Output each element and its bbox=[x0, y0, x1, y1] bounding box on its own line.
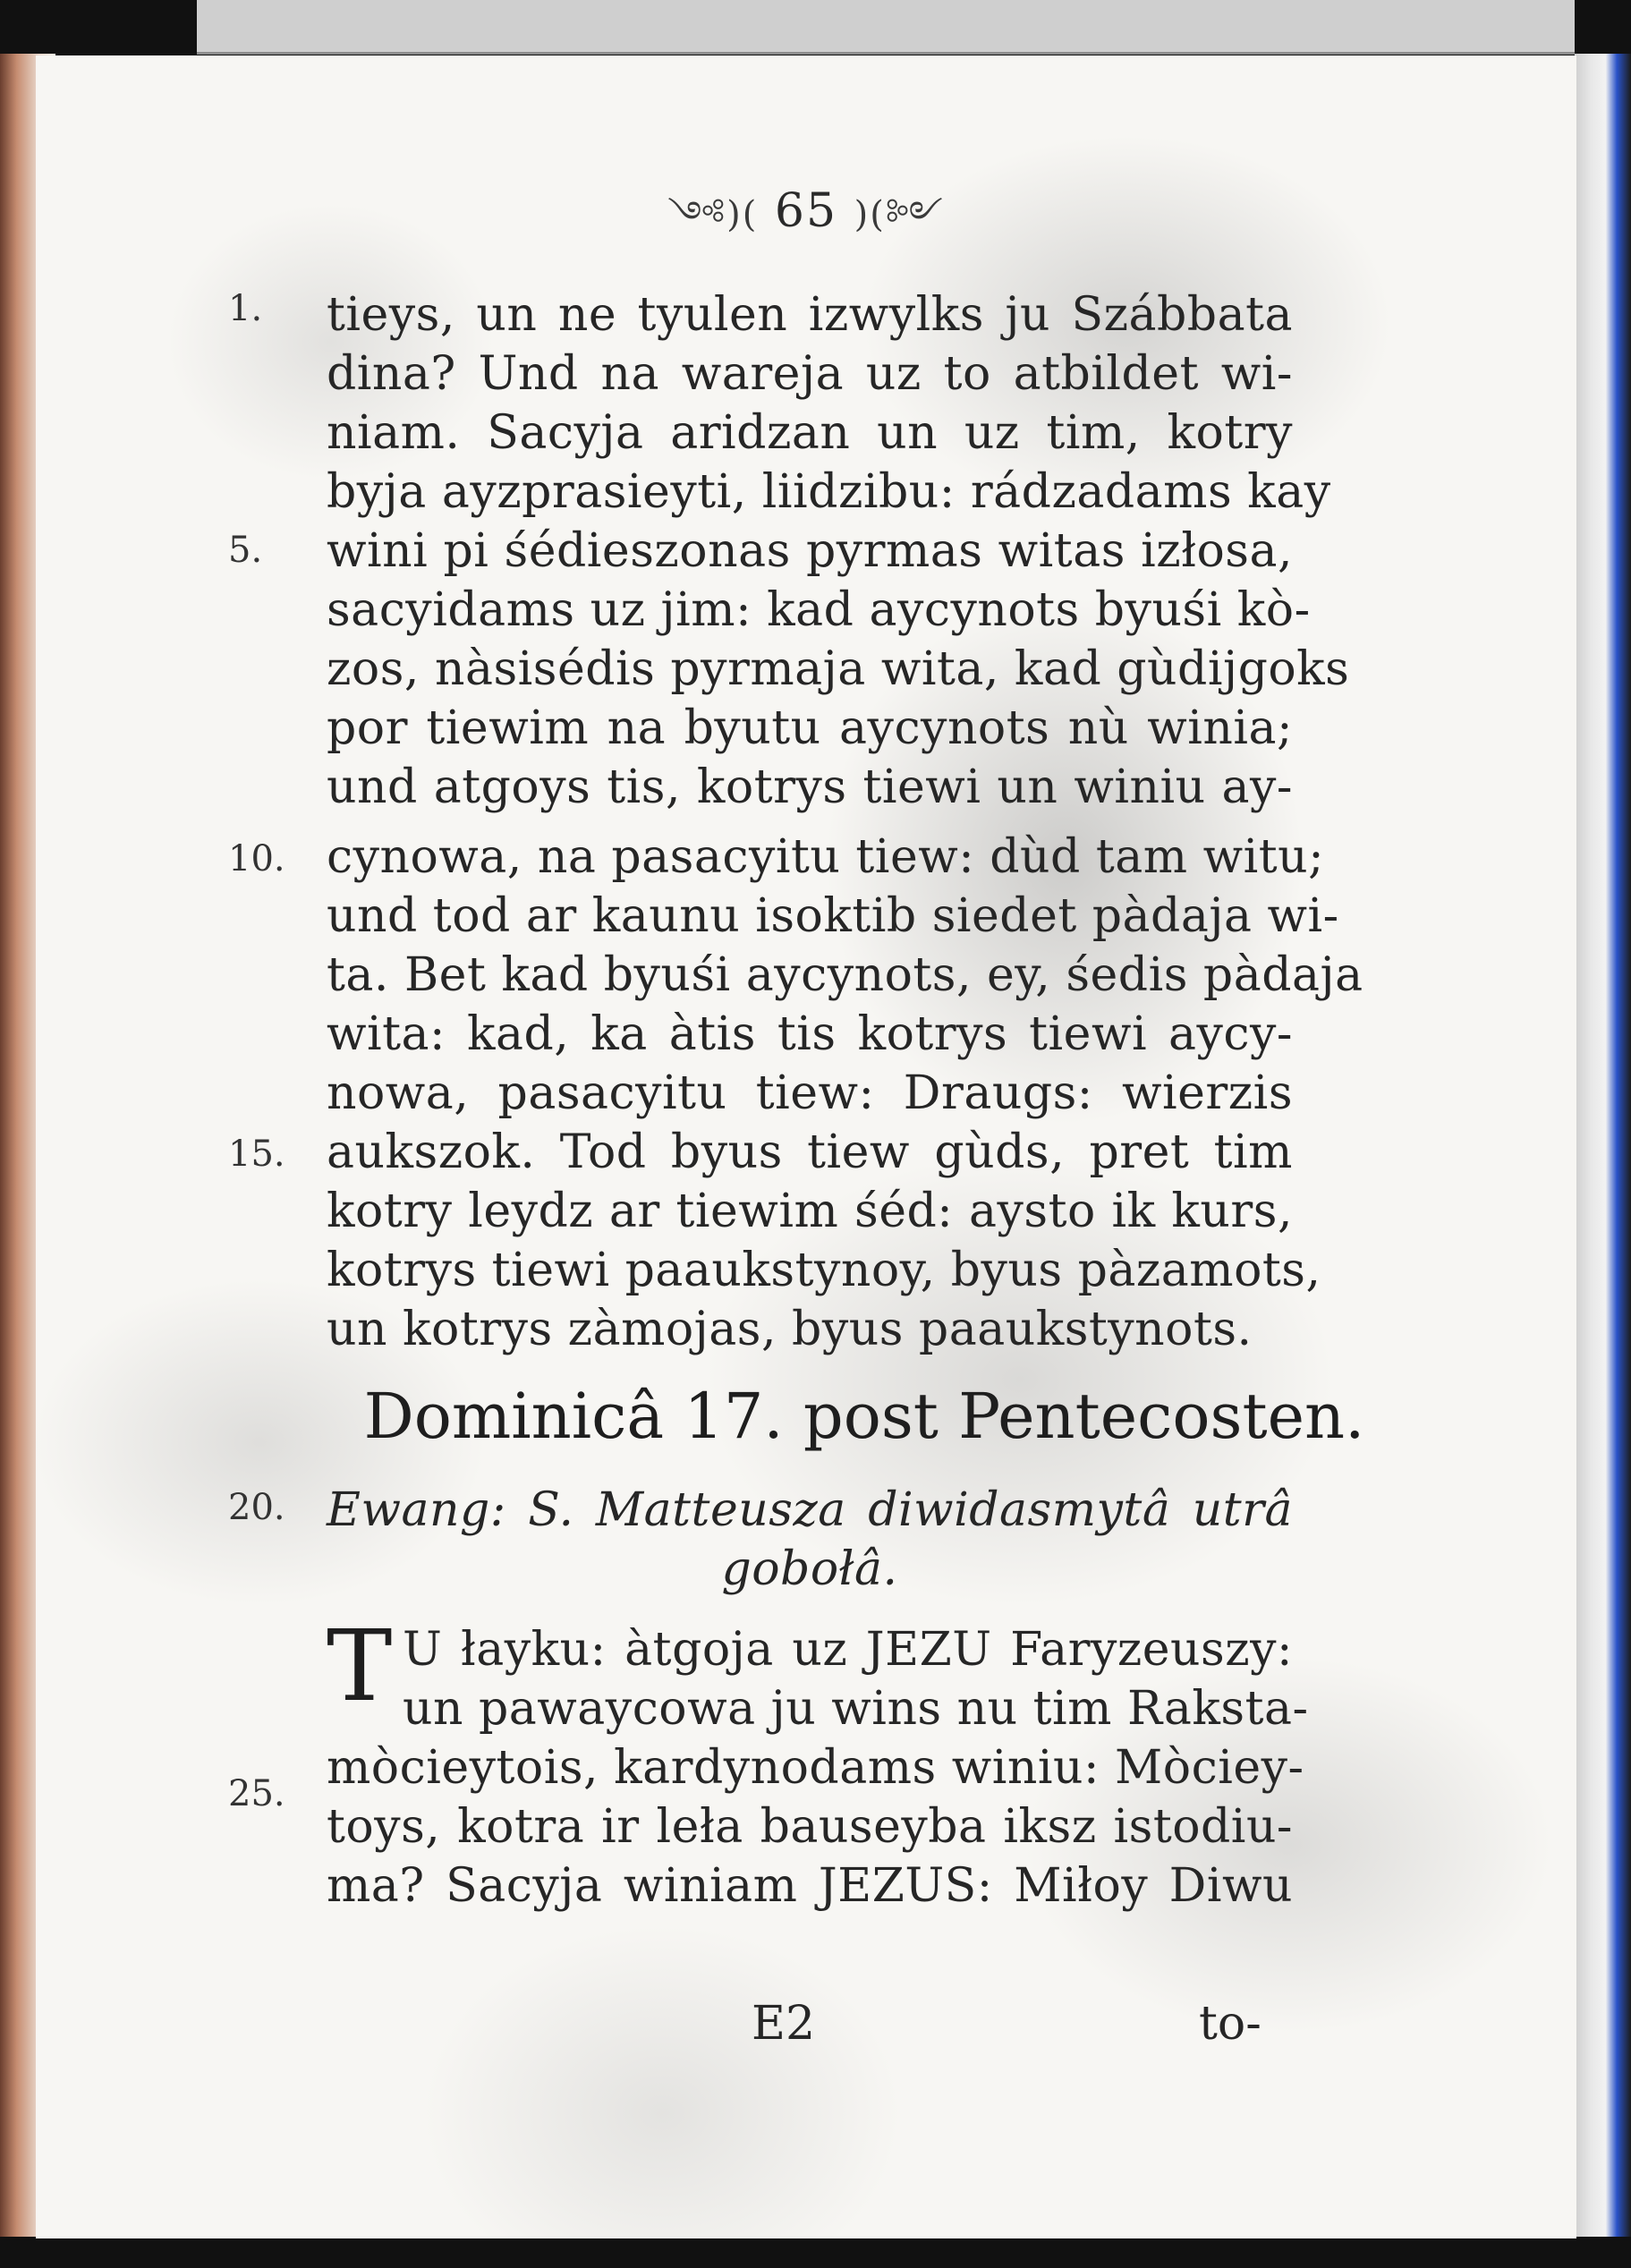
line-number: 5. bbox=[228, 530, 263, 571]
gospel-reference: Ewang: S. Matteusza diwidasmytâ utrâ bbox=[327, 1483, 1293, 1537]
book-top-edge bbox=[197, 0, 1575, 55]
book-page bbox=[36, 55, 1576, 2238]
book-fore-edge bbox=[1575, 54, 1631, 2268]
text-line: tieys, un ne tyulen izwylks ju Szábbata bbox=[327, 288, 1293, 342]
text-line: wini pi śédieszonas pyrmas witas izłosa, bbox=[327, 524, 1293, 578]
line-number: 1. bbox=[228, 288, 263, 329]
signature-mark: E2 bbox=[752, 1997, 816, 2051]
text-line: kotry leydz ar tiewim śéd: aysto ik kurs, bbox=[327, 1185, 1293, 1238]
section-heading: Dominicâ 17. post Pentecosten. bbox=[363, 1380, 1365, 1453]
text-line: zos, nàsisédis pyrmaja wita, kad gùdijgoks bbox=[327, 642, 1350, 696]
line-number: 10. bbox=[228, 838, 285, 879]
text-line: sacyidams uz jim: kad aycynots byuśi kò- bbox=[327, 583, 1311, 637]
text-line: por tiewim na byutu aycynots nù winia; bbox=[327, 701, 1293, 755]
text-line: kotrys tiewi paaukstynoy, byus pàzamots, bbox=[327, 1244, 1321, 1297]
ornament-left: ༺)( bbox=[667, 194, 759, 235]
text-line: U łayku: àtgoja uz JEZU Faryzeuszy: bbox=[403, 1623, 1293, 1677]
text-line: ma? Sacyja winiam JEZUS: Miłoy Diwu bbox=[327, 1859, 1293, 1913]
text-line: un kotrys zàmojas, byus paaukstynots. bbox=[327, 1303, 1253, 1356]
page-header bbox=[36, 174, 1576, 275]
text-line: nowa, pasacyitu tiew: Draugs: wierzis bbox=[327, 1066, 1293, 1120]
drop-cap: T bbox=[327, 1609, 393, 1723]
text-line: byja ayzprasieyti, liidzibu: rádzadams kay bbox=[327, 465, 1331, 519]
line-number: 20. bbox=[228, 1487, 285, 1528]
text-line: cynowa, na pasacyitu tiew: dùd tam witu; bbox=[327, 830, 1325, 884]
text-line: aukszok. Tod byus tiew gùds, pret tim bbox=[327, 1126, 1293, 1179]
catchword: to- bbox=[1199, 1997, 1261, 2051]
text-line: un pawaycowa ju wins nu tim Raksta- bbox=[403, 1682, 1309, 1736]
scan-bottom-border bbox=[0, 2237, 1631, 2268]
text-line: toys, kotra ir leła bauseyba iksz istodiu- bbox=[327, 1800, 1293, 1854]
page-number: 65 bbox=[774, 184, 838, 238]
text-line: mòcieytois, kardynodams winiu: Mòciey- bbox=[327, 1741, 1304, 1795]
line-number: 15. bbox=[228, 1134, 285, 1175]
gospel-reference-cont: gobołâ. bbox=[721, 1542, 898, 1596]
text-line: wita: kad, ka àtis tis kotrys tiewi aycy- bbox=[327, 1007, 1293, 1061]
text-line: dina? Und na wareja uz to atbildet wi- bbox=[327, 347, 1293, 401]
text-line: und tod ar kaunu isoktib siedet pàdaja wi- bbox=[327, 889, 1339, 943]
text-line: niam. Sacyja aridzan un uz tim, kotry bbox=[327, 406, 1293, 460]
line-number: 25. bbox=[228, 1773, 285, 1814]
text-line: und atgoys tis, kotrys tiewi un winiu ay- bbox=[327, 760, 1293, 814]
ornament-right: )(༻ bbox=[854, 194, 945, 235]
text-line: ta. Bet kad byuśi aycynots, ey, śedis pàdaja bbox=[327, 948, 1363, 1002]
